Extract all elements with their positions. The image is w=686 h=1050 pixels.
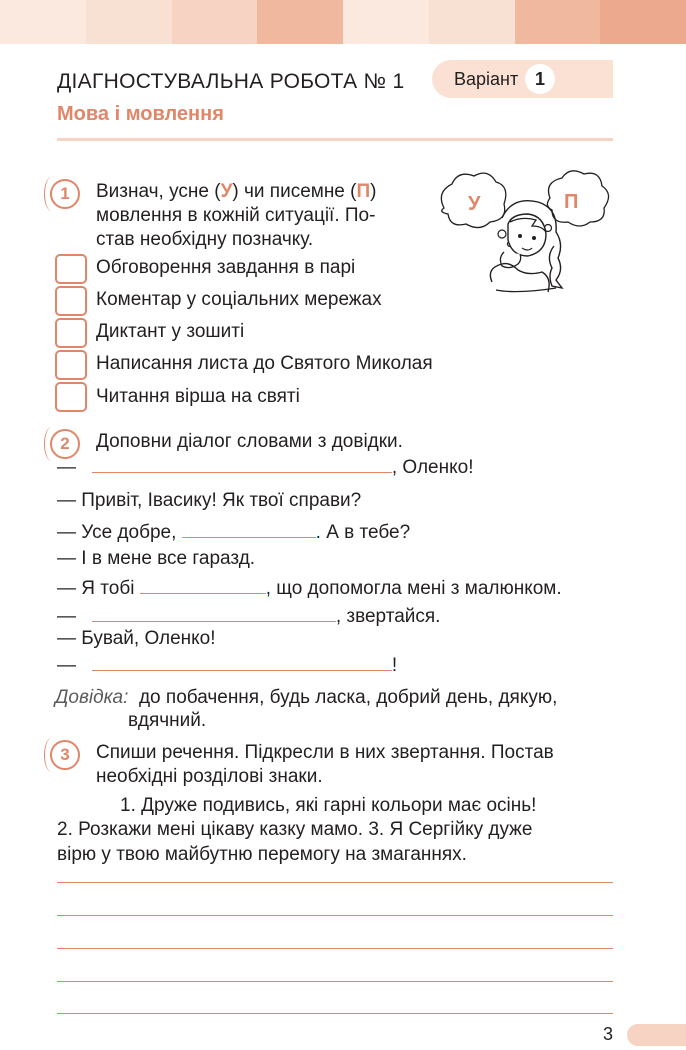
hint-words: до побачення, будь ласка, добрий день, дякую, [138, 687, 558, 708]
dialog-text: — Усе добре, [57, 522, 177, 543]
sentence-line-3: вірю у твою майбутню перемогу на змаганнях. [57, 844, 467, 865]
band-segment [343, 0, 429, 44]
variant-badge [432, 60, 613, 98]
writing-line[interactable] [57, 981, 613, 982]
situation-item: Обговорення завдання в парі [96, 257, 356, 278]
band-segment [600, 0, 686, 44]
sentence-line-2: 2. Розкажи мені цікаву казку мамо. 3. Я Сергійку дуже [57, 819, 533, 840]
task1-intro-b: ) чи писемне ( [232, 181, 357, 202]
writing-line[interactable] [57, 948, 613, 949]
girl-thinking-icon [432, 170, 617, 300]
task1-instruction-line1 [96, 180, 376, 204]
dialog-line-4: — І в мене все гаразд. [57, 548, 256, 569]
dialog-line-2: — Привіт, Івасику! Як твої справи? [57, 490, 362, 511]
hint-line-2: вдячний. [128, 710, 207, 731]
dash: — [57, 655, 76, 676]
writing-line[interactable] [57, 1013, 613, 1014]
dialog-line-7: — Бувай, Оленко! [57, 628, 216, 649]
hint-label: Довідка: [55, 687, 129, 708]
page-number: 3 [603, 1024, 614, 1044]
dialog-line-1 [57, 454, 473, 480]
task3-instruction-line2: необхідні розділові знаки. [96, 766, 323, 787]
answer-checkbox[interactable] [55, 254, 87, 284]
situation-item: Читання вірша на святі [96, 386, 300, 407]
blank-field[interactable] [92, 454, 392, 473]
band-segment [257, 0, 343, 44]
dash: — [57, 606, 76, 627]
swirl-decoration [44, 738, 59, 772]
written-marker: П [356, 181, 371, 202]
bubble-right-letter: П [564, 191, 579, 213]
band-segment [515, 0, 601, 44]
task-number-3 [50, 740, 80, 770]
dialog-text: ! [391, 655, 398, 676]
situation-item: Коментар у соціальних мережах [96, 289, 382, 310]
dialog-text: . А в тебе? [315, 522, 411, 543]
dialog-line-3 [57, 519, 410, 545]
answer-checkbox[interactable] [55, 286, 87, 316]
task1-intro-a: Визнач, усне ( [96, 181, 221, 202]
oral-marker: У [220, 181, 233, 202]
hint-line-1 [55, 686, 557, 710]
header-divider [57, 138, 613, 141]
dialog-text: , Оленко! [391, 457, 474, 478]
situation-item: Написання листа до Святого Миколая [96, 353, 433, 374]
page-subtitle: Мова і мовлення [57, 103, 224, 125]
dialog-line-6 [57, 603, 440, 629]
band-segment [0, 0, 86, 44]
blank-field[interactable] [182, 519, 316, 538]
sentence-line-1: 1. Друже подивись, які гарні кольори має осінь! [120, 795, 537, 816]
task1-instruction-line2: мовлення в кожній ситуації. По- [96, 205, 376, 226]
task1-instruction-line3: став необхідну позначку. [96, 229, 314, 250]
writing-line[interactable] [57, 882, 613, 883]
task-number-text: 3 [60, 745, 70, 764]
situation-item: Диктант у зошиті [96, 321, 245, 342]
page-title: ДІАГНОСТУВАЛЬНА РОБОТА № 1 [57, 70, 405, 93]
answer-checkbox[interactable] [55, 318, 87, 348]
band-segment [172, 0, 258, 44]
dialog-line-8 [57, 652, 397, 678]
dialog-text: — Я тобі [57, 578, 135, 599]
band-segment [86, 0, 172, 44]
dialog-line-5 [57, 575, 562, 601]
dash: — [57, 457, 76, 478]
task3-instruction-line1: Спиши речення. Підкресли в них звертання. Постав [96, 742, 554, 763]
task2-instruction: Доповни діалог словами з довідки. [96, 431, 403, 452]
dialog-text: , що допомогла мені з малюнком. [265, 578, 562, 599]
variant-number: 1 [525, 64, 555, 94]
blank-field[interactable] [92, 603, 336, 622]
dialog-text: , звертайся. [335, 606, 441, 627]
bubble-left-letter: У [468, 193, 481, 215]
task-number-1 [50, 179, 80, 209]
writing-line[interactable] [57, 915, 613, 916]
girl-thinking-illustration [432, 170, 617, 300]
variant-label: Варіант [454, 69, 519, 89]
top-color-band [0, 0, 686, 44]
band-segment [429, 0, 515, 44]
blank-field[interactable] [140, 575, 266, 594]
swirl-decoration [44, 177, 59, 211]
task-number-text: 1 [60, 184, 70, 203]
blank-field[interactable] [92, 652, 392, 671]
task1-intro-c: ) [370, 181, 377, 202]
task-number-text: 2 [60, 434, 70, 453]
answer-checkbox[interactable] [55, 382, 87, 412]
answer-checkbox[interactable] [55, 350, 87, 380]
page-tab-decoration [627, 1024, 686, 1046]
